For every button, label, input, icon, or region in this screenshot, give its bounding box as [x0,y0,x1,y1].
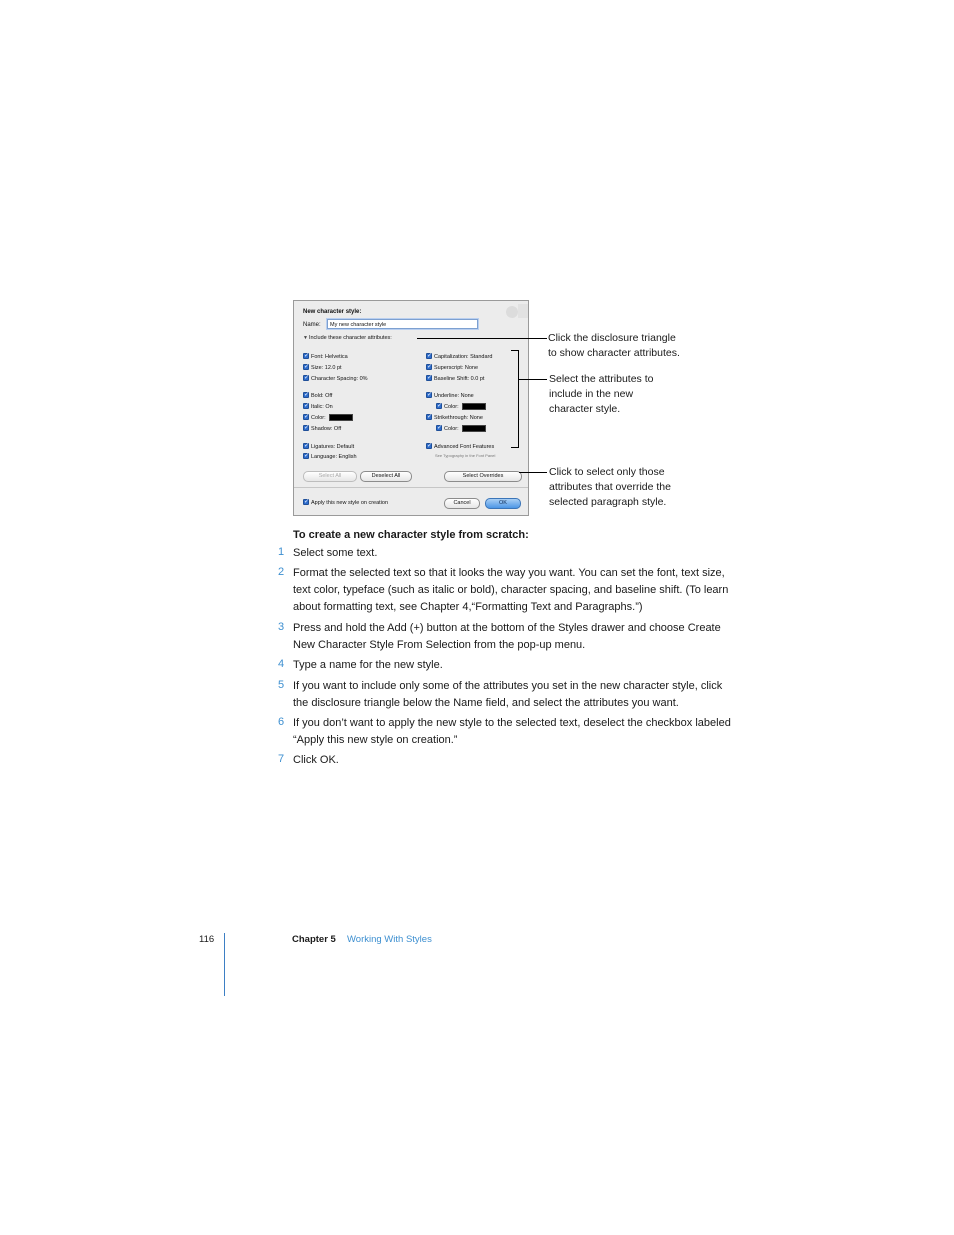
page-number: 116 [199,934,215,945]
name-field[interactable]: My new character style [327,319,478,329]
step-text: If you don’t want to apply the new style to the selected text, deselect the checkbox labeled “Apply this new style on creation.” [293,717,731,746]
checkbox-icon[interactable] [303,392,309,398]
attr-character-spacing[interactable] [303,375,368,383]
new-character-style-dialog [293,300,529,516]
color-swatch[interactable] [462,403,486,410]
footer-rule [224,933,225,996]
attr-label: Color: [311,415,326,421]
checkbox-icon[interactable] [436,403,442,409]
dialog-divider [294,487,528,488]
step-text: Format the selected text so that it looks the way you want. You can set the font, text size, text color, typeface (such as italic or bold), character spacing, and baseline shift. (To learn about formatting text, see Chapter 4,“Formatting Text and Paragraphs.”) [293,567,729,613]
step-text: Press and hold the Add (+) button at the bottom of the Styles drawer and choose Create New Character Style From Selection from the pop-up menu. [293,622,721,651]
select-overrides-button[interactable]: Select Overrides [444,471,522,482]
cancel-button[interactable]: Cancel [444,498,480,509]
checkbox-icon[interactable] [303,414,309,420]
attr-label: Underline: None [434,393,474,399]
attr-label: Ligatures: Default [311,444,355,450]
attr-language[interactable] [303,453,357,461]
checkbox-icon[interactable] [426,414,432,420]
bracket-bottom [511,447,518,448]
attr-label: Color: [444,426,459,432]
dialog-title: New character style: [303,309,362,315]
attr-label: Italic: On [311,404,333,410]
attr-italic[interactable] [303,403,333,411]
callout-line: to show character attributes. [548,347,680,359]
attr-underline-color[interactable] [436,403,486,411]
deselect-all-button[interactable]: Deselect All [360,471,412,482]
bracket-vertical [518,350,519,448]
callout-line: character style. [549,403,621,415]
background-decoration [518,304,528,318]
checkbox-icon[interactable] [303,364,309,370]
step-number: 4 [278,658,285,670]
chapter-title: Working With Styles [347,934,432,945]
attr-color[interactable] [303,414,353,422]
checkbox-icon[interactable] [426,353,432,359]
step-number: 6 [278,716,285,728]
attr-size[interactable] [303,364,342,372]
attr-superscript[interactable] [426,364,478,372]
checkbox-icon[interactable] [303,425,309,431]
leader-line-overrides [519,472,547,473]
callout-attributes [549,372,653,417]
attr-label: Bold: Off [311,393,333,399]
ok-button[interactable]: OK [485,498,521,509]
font-panel-note: See Typography in the Font Panel [435,453,496,458]
attr-label: Superscript: None [434,365,479,371]
checkbox-icon[interactable] [303,443,309,449]
callout-line: Click to select only those [549,466,665,478]
attr-label: Capitalization: Standard [434,354,493,360]
checkbox-icon[interactable] [426,375,432,381]
attr-label: Language: English [311,454,357,460]
attr-label: Size: 12.0 pt [311,365,342,371]
checkbox-icon[interactable] [303,453,309,459]
step-number: 5 [278,679,285,691]
checkbox-icon[interactable] [303,375,309,381]
step-number: 3 [278,621,285,633]
step-number: 7 [278,753,285,765]
leader-line-disclosure [417,338,547,339]
attr-label: Font: Helvetica [311,354,348,360]
attr-shadow[interactable] [303,425,341,433]
callout-line: include in the new [549,388,634,400]
attr-label: Shadow: Off [311,426,342,432]
procedure-title: To create a new character style from scratch: [293,529,529,541]
attr-bold[interactable] [303,392,332,400]
attr-label: Advanced Font Features [434,444,495,450]
attr-strikethrough[interactable] [426,414,483,422]
attr-ligatures[interactable] [303,443,354,451]
apply-on-creation-checkbox[interactable] [303,499,388,507]
name-label: Name: [303,322,321,328]
step-text: Click OK. [293,754,339,766]
callout-line: attributes that override the [549,481,671,493]
leader-line-attributes [518,379,547,380]
bracket-top [511,350,518,351]
step-text: Select some text. [293,547,378,559]
step-number: 2 [278,566,285,578]
attr-capitalization[interactable] [426,353,492,361]
attr-label: Baseline Shift: 0.0 pt [434,376,485,382]
callout-line: selected paragraph style. [549,496,667,508]
attr-baseline-shift[interactable] [426,375,484,383]
disclosure-label: Include these character attributes: [308,335,392,341]
attr-label: Color: [444,404,459,410]
select-all-button[interactable]: Select All [303,471,357,482]
help-icon [506,306,518,318]
step-number: 1 [278,546,285,558]
checkbox-icon[interactable] [426,364,432,370]
attr-advanced-font-features[interactable] [426,443,494,451]
attributes-disclosure[interactable] [303,335,392,341]
callout-line: Click the disclosure triangle [548,332,676,344]
color-swatch[interactable] [329,414,353,421]
checkbox-icon[interactable] [303,353,309,359]
chapter-label: Chapter 5 [292,934,336,945]
checkbox-icon[interactable] [303,499,309,505]
checkbox-icon[interactable] [426,443,432,449]
disclosure-triangle-icon[interactable]: ▼ [303,335,308,341]
step-text: If you want to include only some of the attributes you set in the new character style, click the disclosure triangle below the Name field, and select the attributes you want. [293,680,723,709]
attr-strikethrough-color[interactable] [436,425,486,433]
apply-label: Apply this new style on creation [311,500,389,506]
attr-underline[interactable] [426,392,474,400]
callout-disclosure [548,331,680,361]
callout-line: Select the attributes to [549,373,654,385]
attr-font[interactable] [303,353,348,361]
checkbox-icon[interactable] [436,425,442,431]
step-text: Type a name for the new style. [293,659,443,671]
color-swatch[interactable] [462,425,486,432]
checkbox-icon[interactable] [426,392,432,398]
attr-label: Character Spacing: 0% [311,376,368,382]
attr-label: Strikethrough: None [434,415,483,421]
checkbox-icon[interactable] [303,403,309,409]
callout-overrides [549,465,671,510]
